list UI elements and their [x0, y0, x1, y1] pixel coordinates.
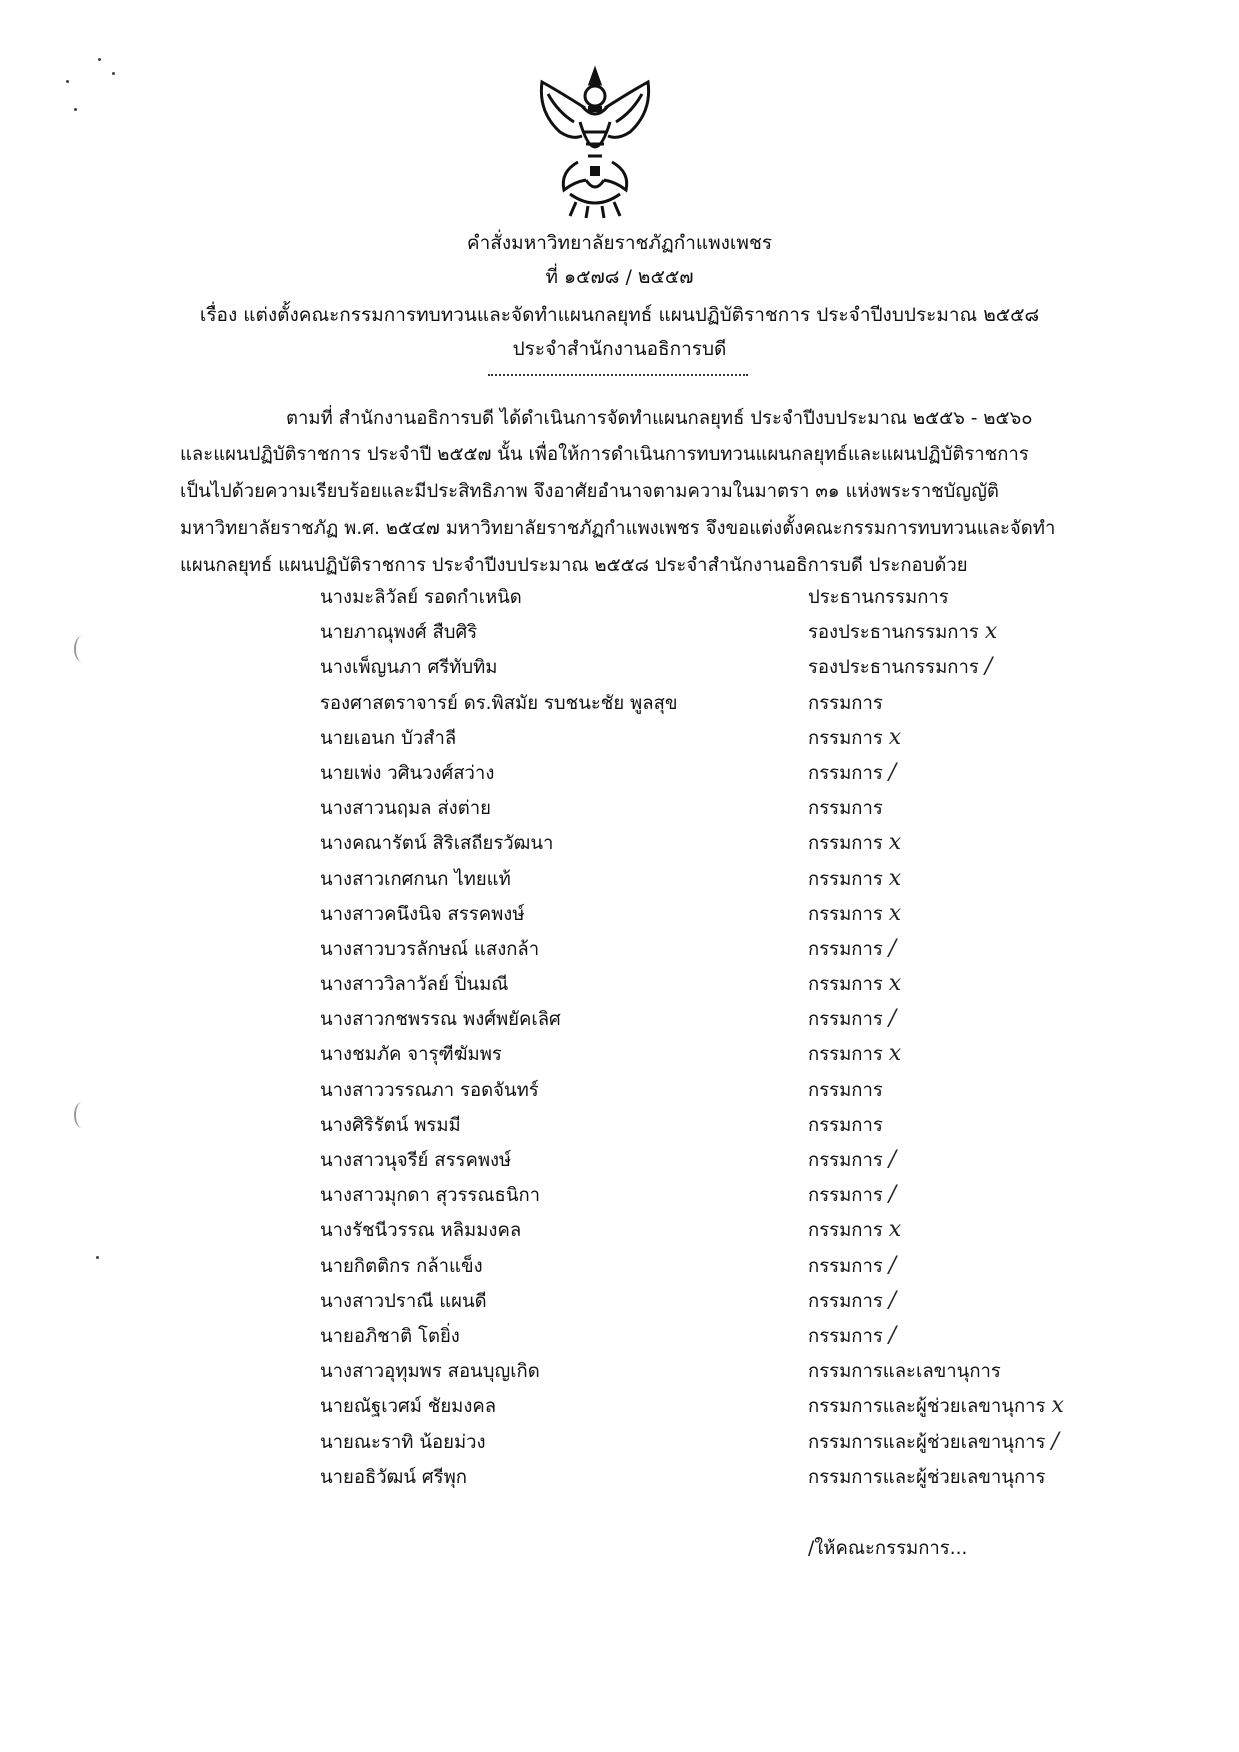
paragraph-line: มหาวิทยาลัยราชภัฏ พ.ศ. ๒๕๔๗ มหาวิทยาลัยราชภัฏกำแพงเพชร จึงขอแต่งตั้งคณะกรรมการทบทวนและจัดทำ: [180, 518, 1056, 539]
handwritten-check-mark: /: [888, 759, 897, 785]
member-row: [0, 1146, 1239, 1181]
member-role: [808, 653, 992, 682]
member-role-text: กรรมการ: [808, 692, 883, 714]
garuda-emblem-icon: [530, 62, 660, 222]
member-role-text: กรรมการ: [808, 1009, 883, 1031]
punch-hole-mark: [74, 636, 90, 662]
member-row: [0, 829, 1239, 864]
member-name: นายภาณุพงศ์ สืบศิริ: [320, 622, 478, 644]
handwritten-check-mark: /: [888, 935, 897, 961]
member-name: นางสาวกชพรรณ พงศ์พยัคเลิศ: [320, 1009, 561, 1031]
member-name: นายอภิชาติ โตยิ่ง: [320, 1325, 460, 1347]
member-row: [0, 970, 1239, 1005]
handwritten-check-mark: x: [888, 900, 902, 926]
member-row: [0, 1076, 1239, 1111]
member-role: [808, 1216, 901, 1245]
member-role: [808, 935, 896, 964]
member-role: [808, 829, 901, 858]
member-name: นางสาวมุกดา สุวรรณธนิกา: [320, 1185, 541, 1207]
member-role-text: กรรมการ: [808, 1044, 883, 1066]
handwritten-check-mark: x: [888, 1041, 902, 1067]
member-role-text: กรรมการ: [808, 938, 883, 960]
member-name: นายณัฐเวศม์ ชัยมงคล: [320, 1396, 497, 1418]
punch-hole-mark: [74, 1102, 90, 1128]
member-role-text: กรรมการ: [808, 727, 883, 749]
member-name: นางสาววิลาวัลย์ ปิ่นมณี: [320, 974, 509, 996]
member-name: นางสาวบวรลักษณ์ แสงกล้า: [320, 938, 540, 960]
member-role: [808, 1287, 896, 1316]
member-name: นางรัชนีวรรณ หลิมมงคล: [320, 1220, 522, 1242]
dotted-divider: [488, 374, 748, 376]
continuation-note: /ให้คณะกรรมการ...: [808, 1538, 968, 1559]
member-row: [0, 1040, 1239, 1075]
member-row: [0, 583, 1239, 618]
handwritten-check-mark: /: [888, 1006, 897, 1032]
member-role-text: กรรมการ: [808, 1185, 883, 1207]
member-name: นางมะลิวัลย์ รอดกำเหนิด: [320, 587, 522, 608]
member-role-text: รองประธานกรรมการ: [808, 622, 979, 644]
member-name: นางเพ็ญนภา ศรีทับทิม: [320, 657, 498, 679]
member-role-text: กรรมการ: [808, 1150, 883, 1171]
member-role-text: กรรมการ: [808, 762, 883, 784]
handwritten-check-mark: x: [1051, 1393, 1064, 1419]
member-role-text: รองประธานกรรมการ: [808, 657, 979, 679]
member-row: [0, 653, 1239, 688]
member-role-text: กรรมการและผู้ช่วยเลขานุการ: [808, 1396, 1046, 1418]
member-name: นางสาวอุทุมพร สอนบุญเกิด: [320, 1361, 540, 1383]
member-row: [0, 865, 1239, 900]
member-row: [0, 1287, 1239, 1322]
member-row: [0, 1392, 1239, 1427]
member-role: [808, 1076, 883, 1105]
member-name: นางสาวปราณี แผนดี: [320, 1290, 487, 1312]
member-role-text: กรรมการ: [808, 1079, 883, 1101]
member-name: นายอธิวัฒน์ ศรีพุก: [320, 1466, 467, 1488]
member-name: นายเพ่ง วศินวงศ์สว่าง: [320, 762, 495, 784]
handwritten-check-mark: x: [888, 971, 902, 997]
member-role-text: กรรมการ: [808, 1220, 883, 1242]
handwritten-check-mark: /: [888, 1182, 897, 1208]
member-role-text: กรรมการ: [808, 903, 883, 925]
member-row: [0, 618, 1239, 653]
member-role-text: กรรมการ: [808, 1114, 883, 1136]
member-row: [0, 1216, 1239, 1251]
handwritten-check-mark: x: [888, 724, 902, 750]
handwritten-check-mark: /: [888, 1287, 897, 1313]
member-role-text: กรรมการและผู้ช่วยเลขานุการ: [808, 1466, 1046, 1488]
member-row: [0, 1111, 1239, 1146]
member-row: [0, 900, 1239, 935]
member-role: [808, 865, 901, 894]
order-number: ที่ ๑๕๗๘ / ๒๕๕๗: [545, 266, 694, 288]
member-role: [808, 1392, 1064, 1421]
member-name: นางคณารัตน์ สิริเสถียรวัฒนา: [320, 833, 554, 855]
handwritten-check-mark: /: [888, 1147, 897, 1172]
paragraph-line: แผนกลยุทธ์ แผนปฏิบัติราชการ ประจำปีงบประมาณ ๒๕๕๘ ประจำสำนักงานอธิการบดี ประกอบด้วย: [180, 555, 968, 576]
member-row: [0, 1463, 1239, 1498]
handwritten-check-mark: /: [888, 1252, 897, 1278]
member-name: นางสาวเกศกนก ไทยแท้: [320, 868, 511, 890]
member-role: [808, 1181, 896, 1210]
order-subject-line2: ประจำสำนักงานอธิการบดี: [512, 338, 727, 360]
member-name: นางชมภัค จารุฑีฆัมพร: [320, 1044, 502, 1066]
committee-member-list: [0, 583, 1239, 1498]
member-name: นายณะราทิ น้อยม่วง: [320, 1431, 486, 1453]
paragraph-line: เป็นไปด้วยความเรียบร้อยและมีประสิทธิภาพ จึงอาศัยอำนาจตามความในมาตรา ๓๑ แห่งพระราชบัญญัติ: [180, 481, 999, 502]
member-role: [808, 1322, 896, 1351]
handwritten-check-mark: /: [984, 654, 993, 680]
member-role: [808, 794, 883, 823]
member-role: [808, 689, 883, 718]
scan-speck: [98, 58, 101, 61]
member-row: [0, 1181, 1239, 1216]
member-role: [808, 724, 901, 753]
member-name: นางสาวคนึงนิจ สรรคพงษ์: [320, 903, 525, 925]
member-role-text: กรรมการ: [808, 798, 883, 820]
member-role: [808, 1463, 1045, 1492]
handwritten-check-mark: /: [888, 1322, 897, 1348]
member-name: นายกิตติกร กล้าแข็ง: [320, 1255, 483, 1277]
order-subject: เรื่อง แต่งตั้งคณะกรรมการทบทวนและจัดทำแผนกลยุทธ์ แผนปฏิบัติราชการ ประจำปีงบประมาณ ๒๕๕๘: [199, 304, 1040, 326]
scan-speck: [66, 80, 69, 83]
member-role-text: กรรมการ: [808, 868, 883, 890]
member-role-text: ประธานกรรมการ: [808, 587, 949, 608]
handwritten-check-mark: /: [1051, 1428, 1059, 1454]
member-row: [0, 759, 1239, 794]
member-role: [808, 1005, 896, 1034]
member-row: [0, 724, 1239, 759]
member-role: [808, 1146, 896, 1175]
member-role: [808, 759, 896, 788]
member-role: [808, 1040, 901, 1069]
order-title: คำสั่งมหาวิทยาลัยราชภัฏกำแพงเพชร: [466, 232, 773, 254]
member-name: นางศิริรัตน์ พรมมี: [320, 1114, 461, 1136]
member-role: [808, 970, 901, 999]
member-name: นางสาววรรณภา รอดจันทร์: [320, 1079, 539, 1101]
member-role: [808, 1428, 1059, 1457]
member-row: [0, 1005, 1239, 1040]
member-row: [0, 689, 1239, 724]
handwritten-check-mark: x: [888, 1217, 902, 1243]
member-row: [0, 935, 1239, 970]
member-role: [808, 618, 997, 647]
member-role: [808, 1111, 883, 1140]
member-role-text: กรรมการ: [808, 1290, 883, 1312]
scan-speck: [74, 108, 77, 111]
member-row: [0, 1322, 1239, 1357]
member-role-text: กรรมการ: [808, 1255, 883, 1277]
member-row: [0, 1428, 1239, 1463]
member-role: [808, 1357, 1001, 1386]
member-name: รองศาสตราจารย์ ดร.พิสมัย รบชนะชัย พูลสุข: [320, 692, 678, 714]
member-row: [0, 794, 1239, 829]
paragraph-line: และแผนปฏิบัติราชการ ประจำปี ๒๕๕๗ นั้น เพื่อให้การดำเนินการทบทวนแผนกลยุทธ์และแผนปฏิบัติราชการ: [180, 444, 1029, 465]
handwritten-check-mark: x: [888, 830, 902, 856]
member-name: นางสาวนุจรีย์ สรรคพงษ์: [320, 1150, 512, 1171]
member-role-text: กรรมการและเลขานุการ: [808, 1361, 1001, 1383]
member-name: นางสาวนฤมล ส่งต่าย: [320, 798, 491, 820]
member-role-text: กรรมการ: [808, 974, 883, 996]
member-role-text: กรรมการ: [808, 1325, 883, 1347]
member-role: [808, 900, 901, 929]
handwritten-check-mark: x: [984, 619, 998, 645]
member-row: [0, 1357, 1239, 1392]
member-role: [808, 1252, 896, 1281]
handwritten-check-mark: x: [888, 865, 902, 891]
member-role-text: กรรมการ: [808, 833, 883, 855]
member-row: [0, 1252, 1239, 1287]
member-name: นายเอนก บัวสำลี: [320, 727, 457, 749]
paragraph-line: ตามที่ สำนักงานอธิการบดี ได้ดำเนินการจัดทำแผนกลยุทธ์ ประจำปีงบประมาณ ๒๕๕๖ - ๒๕๖๐: [286, 408, 1033, 429]
scan-speck: [112, 72, 115, 75]
member-role: [808, 583, 949, 612]
scan-speck: [96, 1256, 99, 1259]
member-role-text: กรรมการและผู้ช่วยเลขานุการ: [808, 1431, 1046, 1453]
